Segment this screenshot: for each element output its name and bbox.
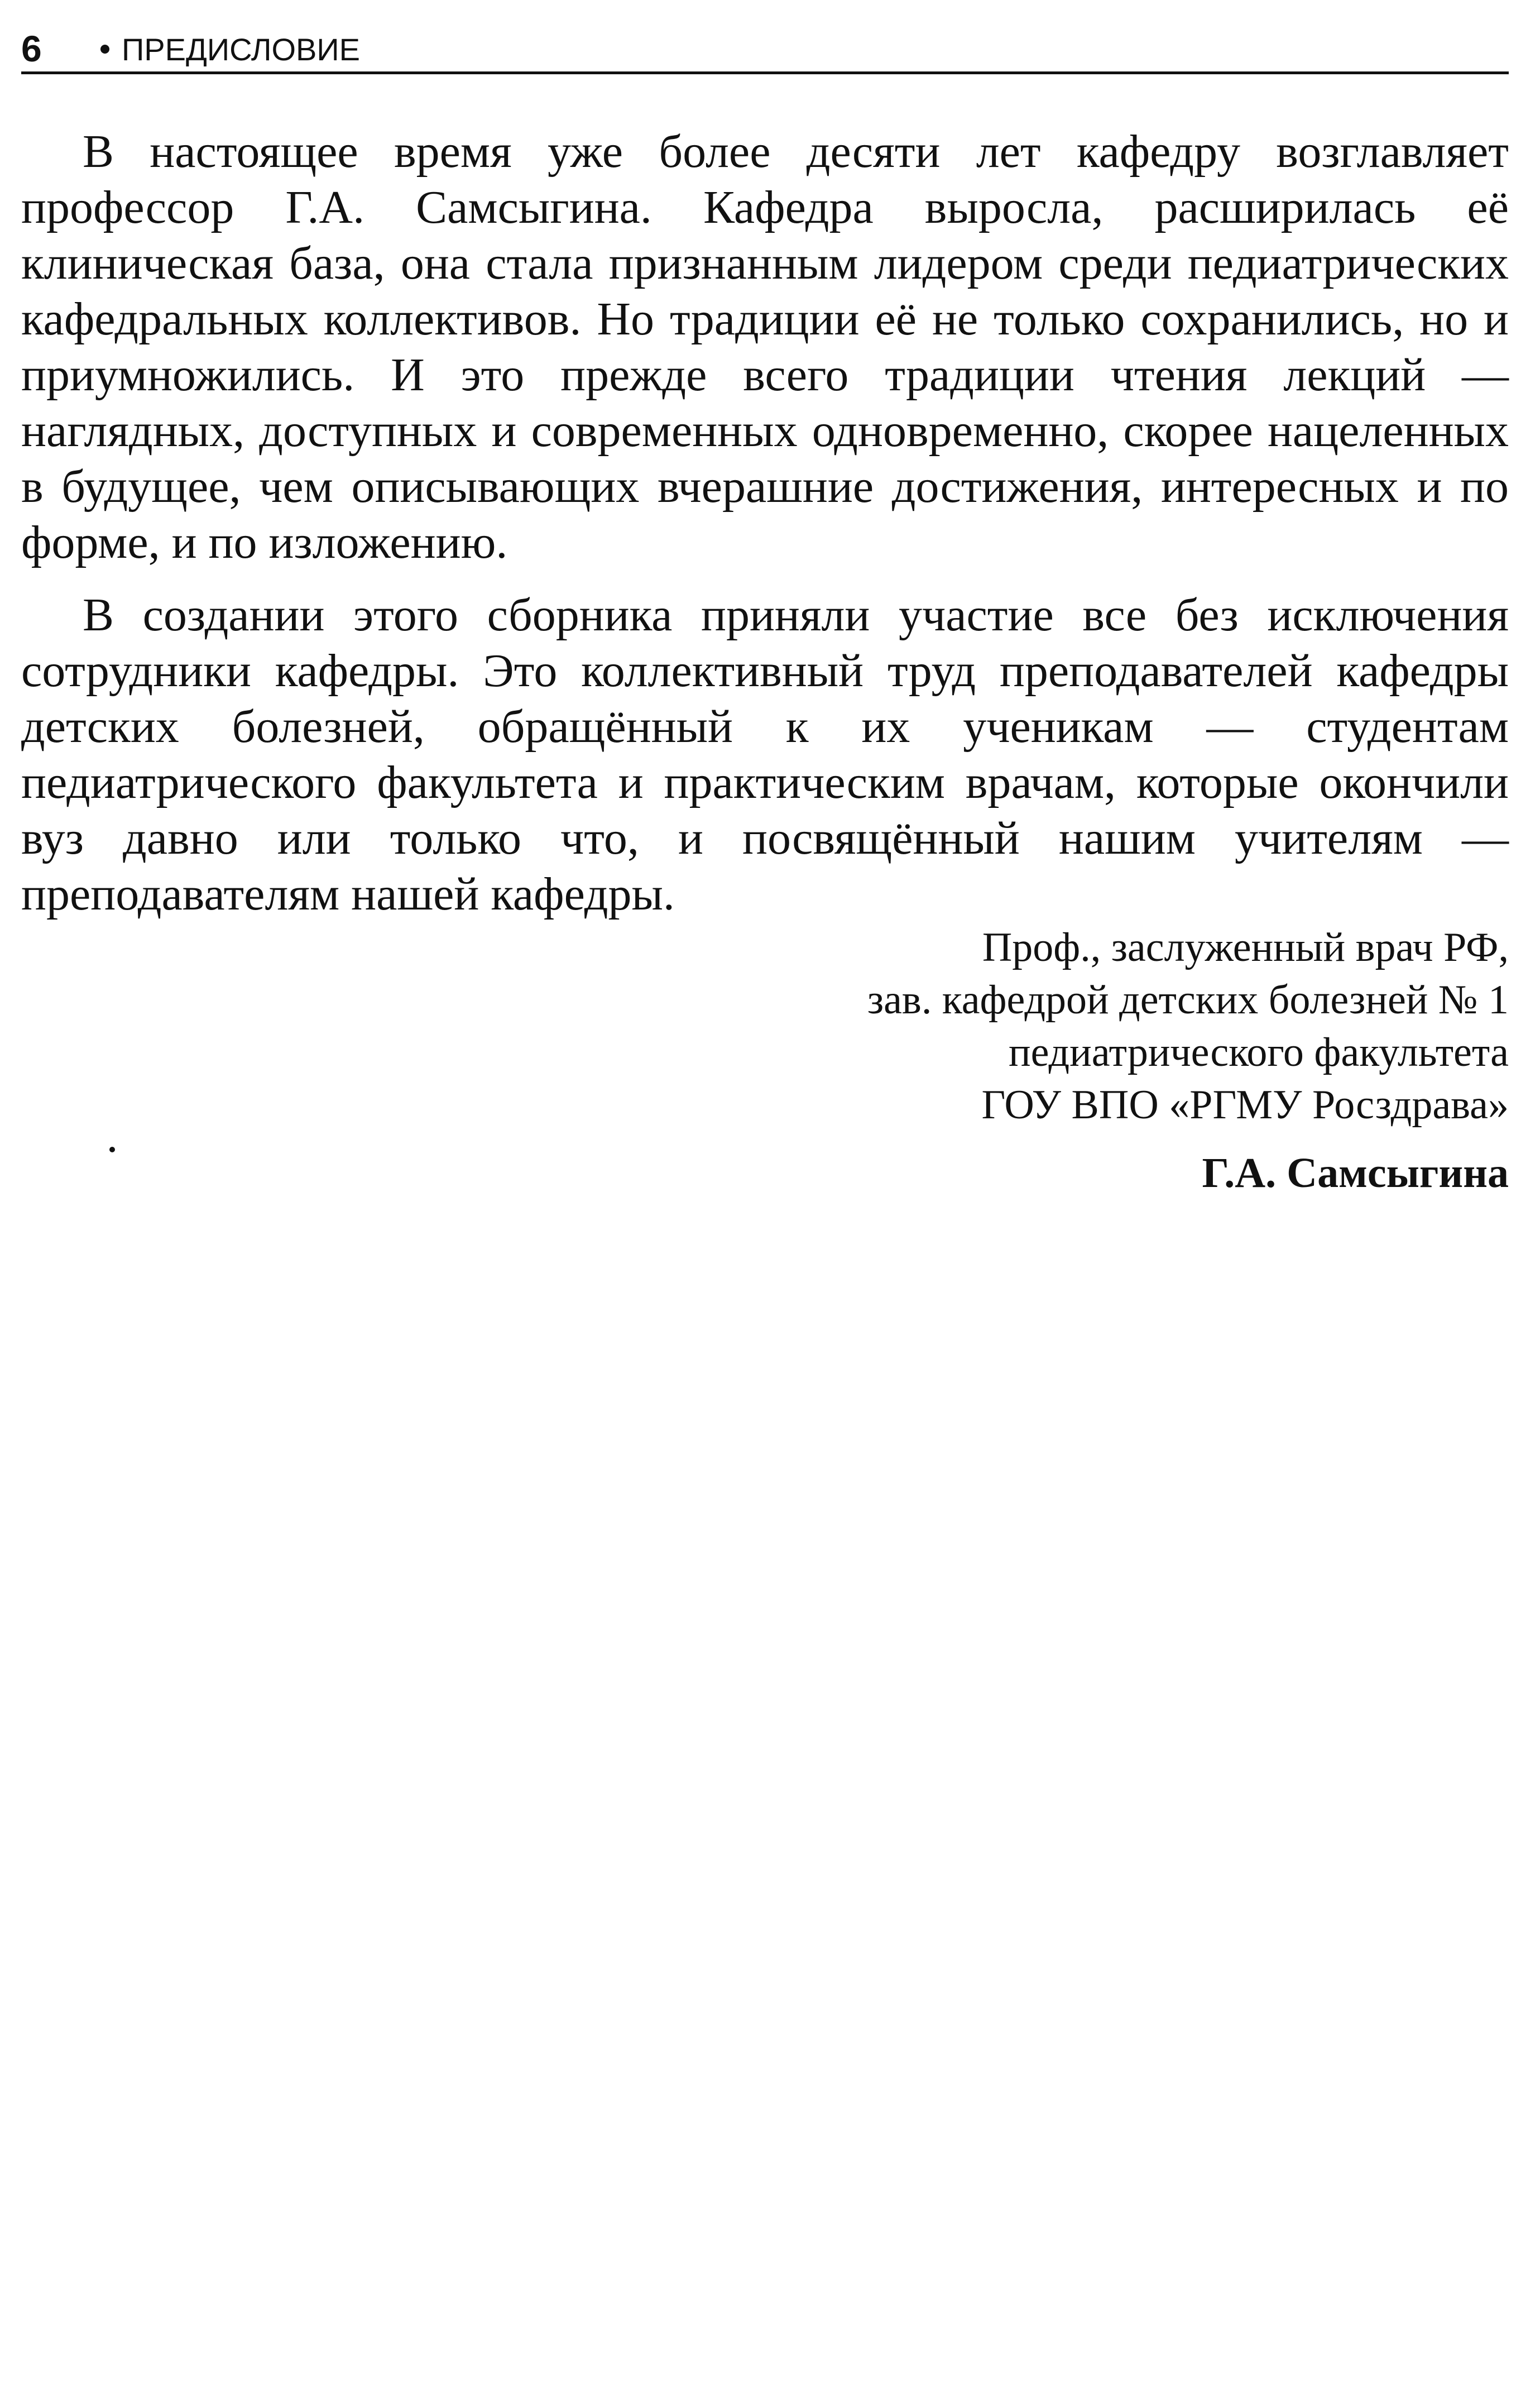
running-header <box>21 27 1509 74</box>
paragraph-2: В создании этого сборника приняли участие все без исключения сотрудники кафедры. Это коллективный труд преподавателей кафедры детских болезней, обращённый к их ученикам — студентам педиатрического факультета и практическим врачам, которые окончили вуз давно или только что, и посвящённый нашим учителям — преподавателям нашей кафедры. <box>21 589 1509 920</box>
section-title <box>100 32 360 67</box>
bullet-icon <box>100 45 109 54</box>
signature-line-1: Проф., заслуженный врач РФ, <box>982 925 1509 970</box>
signature-line-3: педиатрического факультета <box>1008 1030 1509 1075</box>
paragraph-1: В настоящее время уже более десяти лет кафедру возглавляет профессор Г.А. Самсыгина. Кафедра выросла, расширилась её клиническая база, она стала признанным лидером среди педиатрических кафедральных коллективов. Но традиции её не только сохранились, но и приумножились. И это прежде всего традиции чтения лекций — наглядных, доступных и современных одновременно, скорее нацеленных в будущее, чем описывающих вчерашние достижения, интересных и по форме, и по изложению. <box>21 126 1509 568</box>
signature-line-2: зав. кафедрой детских болезней № 1 <box>867 977 1509 1023</box>
print-speck <box>109 1147 115 1152</box>
signature-line-4: ГОУ ВПО «РГМУ Росздрава» <box>981 1082 1509 1128</box>
page-number: 6 <box>21 28 42 69</box>
author-name: Г.А. Самсыгина <box>1202 1150 1509 1196</box>
section-title-text: ПРЕДИСЛОВИЕ <box>122 32 360 67</box>
book-page <box>21 0 1509 2384</box>
body-text <box>21 124 1509 939</box>
signature-block <box>616 921 1509 1199</box>
